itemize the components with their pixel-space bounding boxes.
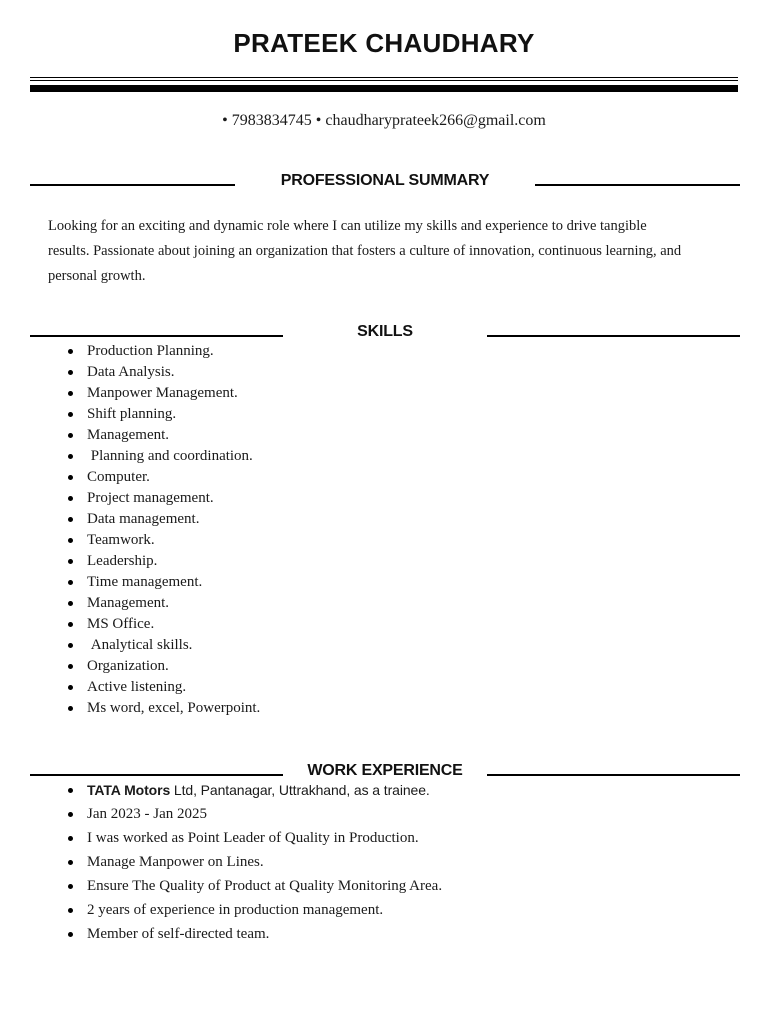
summary-line: results. Passionate about joining an organization that fosters a culture of innovation, continuous learning, and <box>48 243 682 259</box>
skills-list <box>0 341 768 719</box>
skill-item: Analytical skills. <box>0 635 768 656</box>
bullet-icon <box>68 788 73 793</box>
work-item-employer <box>0 780 768 801</box>
bullet-icon <box>68 475 73 480</box>
bullet-icon <box>68 349 73 354</box>
skill-item: Project management. <box>0 488 768 509</box>
employer-name: TATA Motors <box>87 782 171 798</box>
work-item-dates: Jan 2023 - Jan 2025 <box>0 804 768 825</box>
bullet-icon <box>68 433 73 438</box>
header-rule-right <box>535 184 740 186</box>
section-title-work-experience: WORK EXPERIENCE <box>307 762 463 779</box>
bullet-icon <box>68 517 73 522</box>
skill-item: Teamwork. <box>0 530 768 551</box>
header-rule-right <box>487 774 740 776</box>
bullet-icon <box>68 664 73 669</box>
skill-item: Organization. <box>0 656 768 677</box>
skill-item: Manpower Management. <box>0 383 768 404</box>
skill-item: Planning and coordination. <box>0 446 768 467</box>
summary-line: Looking for an exciting and dynamic role where I can utilize my skills and experience to drive tangible <box>48 218 647 234</box>
bullet-icon <box>68 622 73 627</box>
bullet-icon <box>68 391 73 396</box>
skill-item: Ms word, excel, Powerpoint. <box>0 698 768 719</box>
work-item: Manage Manpower on Lines. <box>0 852 768 873</box>
skill-item: MS Office. <box>0 614 768 635</box>
work-item: 2 years of experience in production management. <box>0 900 768 921</box>
page-title: PRATEEK CHAUDHARY <box>233 28 535 58</box>
bullet-icon <box>68 836 73 841</box>
header-rule-left <box>30 184 235 186</box>
skill-item: Time management. <box>0 572 768 593</box>
summary-line: personal growth. <box>48 268 146 284</box>
skill-item: Active listening. <box>0 677 768 698</box>
section-header-work-experience <box>30 762 740 780</box>
bullet-icon <box>68 884 73 889</box>
bullet-icon <box>68 412 73 417</box>
bullet-icon <box>68 706 73 711</box>
section-title-skills: SKILLS <box>357 323 413 340</box>
bullet-icon <box>68 908 73 913</box>
skill-item: Management. <box>0 593 768 614</box>
work-item: Member of self-directed team. <box>0 924 768 945</box>
skill-item: Data management. <box>0 509 768 530</box>
skill-item: Leadership. <box>0 551 768 572</box>
section-title-professional-summary: PROFESSIONAL SUMMARY <box>280 172 490 189</box>
bullet-icon <box>68 932 73 937</box>
skill-item: Shift planning. <box>0 404 768 425</box>
header-rule-left <box>30 774 283 776</box>
double-rule <box>30 77 738 81</box>
skill-item: Management. <box>0 425 768 446</box>
work-item: Ensure The Quality of Product at Quality Monitoring Area. <box>0 876 768 897</box>
bullet-icon <box>68 812 73 817</box>
header-rule-left <box>30 335 283 337</box>
bullet-icon <box>68 559 73 564</box>
skill-item: Computer. <box>0 467 768 488</box>
work-experience-list <box>0 780 768 945</box>
section-header-professional-summary <box>30 172 740 190</box>
section-header-skills <box>30 323 740 341</box>
header-rules <box>30 77 738 92</box>
skill-item: Production Planning. <box>0 341 768 362</box>
skill-item: Data Analysis. <box>0 362 768 383</box>
header-rule-right <box>487 335 740 337</box>
bullet-icon <box>68 580 73 585</box>
contact-line: • 7983834745 • chaudharyprateek266@gmail.com <box>222 112 546 129</box>
bullet-icon <box>68 454 73 459</box>
summary-paragraph <box>48 214 720 289</box>
employer-details: Ltd, Pantanagar, Uttrakhand, as a trainee. <box>170 782 430 798</box>
work-item: I was worked as Point Leader of Quality in Production. <box>0 828 768 849</box>
bullet-icon <box>68 496 73 501</box>
bullet-icon <box>68 860 73 865</box>
bullet-icon <box>68 370 73 375</box>
bullet-icon <box>68 601 73 606</box>
bullet-icon <box>68 685 73 690</box>
thick-rule <box>30 85 738 92</box>
bullet-icon <box>68 643 73 648</box>
bullet-icon <box>68 538 73 543</box>
